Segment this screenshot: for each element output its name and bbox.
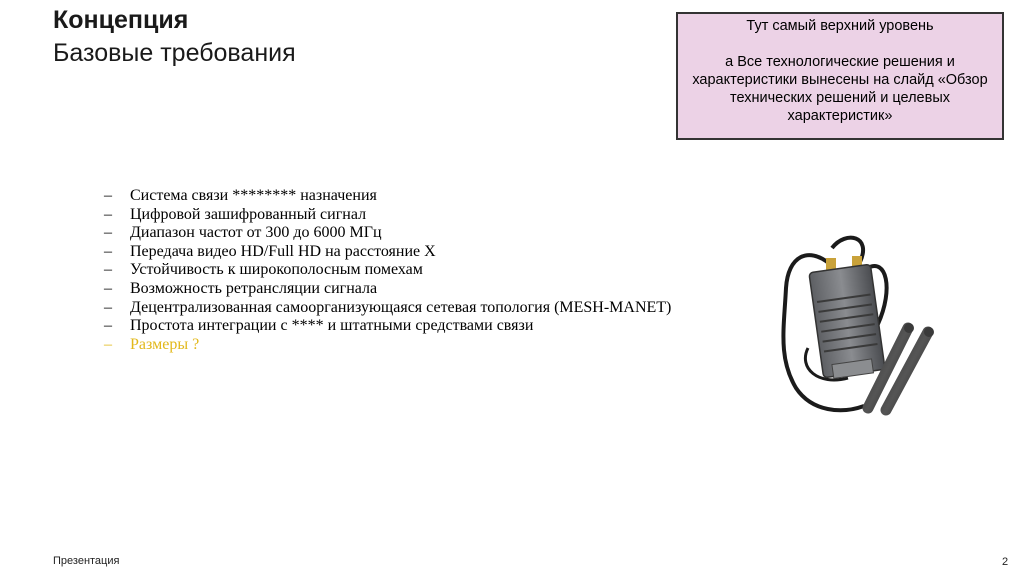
list-item-sizes <box>104 336 671 355</box>
note-line-2: а Все технологические решения и характеристики вынесены на слайд «Обзор технических решений и целевых характеристик» <box>692 54 988 124</box>
list-item <box>104 299 671 318</box>
list-item-text: Устойчивость к широкополосным помехам <box>130 261 423 279</box>
dash-bullet: – <box>104 298 112 316</box>
dash-bullet: – <box>104 205 112 223</box>
slide-title: Концепция <box>53 6 189 34</box>
dash-bullet: – <box>104 279 112 297</box>
dash-bullet: – <box>104 224 112 242</box>
radio-module-image <box>768 228 944 416</box>
list-item-text: Возможность ретрансляции сигнала <box>130 279 378 297</box>
list-item-text: Цифровой зашифрованный сигнал <box>130 205 367 223</box>
dash-bullet: – <box>104 317 112 335</box>
list-item-text: Децентрализованная самоорганизующаяся сетевая топология (MESH-MANET) <box>130 298 672 316</box>
list-item <box>104 206 671 225</box>
dash-bullet: – <box>104 187 112 204</box>
list-item-text: Система связи ******** назначения <box>130 187 377 204</box>
list-item <box>104 224 671 243</box>
list-item-text: Размеры ? <box>130 335 200 353</box>
note-line-1: Тут самый верхний уровень <box>746 18 934 34</box>
list-item-text: Простота интеграции с **** и штатными средствами связи <box>130 317 534 335</box>
list-item <box>104 261 671 280</box>
list-item <box>104 243 671 262</box>
footer-label: Презентация <box>53 555 120 567</box>
page-number: 2 <box>1002 556 1009 568</box>
dash-bullet: – <box>104 335 112 353</box>
list-item <box>104 187 671 206</box>
dash-bullet: – <box>104 242 112 260</box>
note-gap <box>686 35 994 53</box>
dash-bullet: – <box>104 261 112 279</box>
list-item-text: Передача видео HD/Full HD на расстояние Х <box>130 242 436 260</box>
list-item-text: Диапазон частот от 300 до 6000 МГц <box>130 224 382 242</box>
list-item <box>104 317 671 336</box>
list-item <box>104 280 671 299</box>
slide-subtitle: Базовые требования <box>53 39 296 67</box>
note-box <box>676 12 1004 140</box>
requirements-list <box>104 187 671 354</box>
